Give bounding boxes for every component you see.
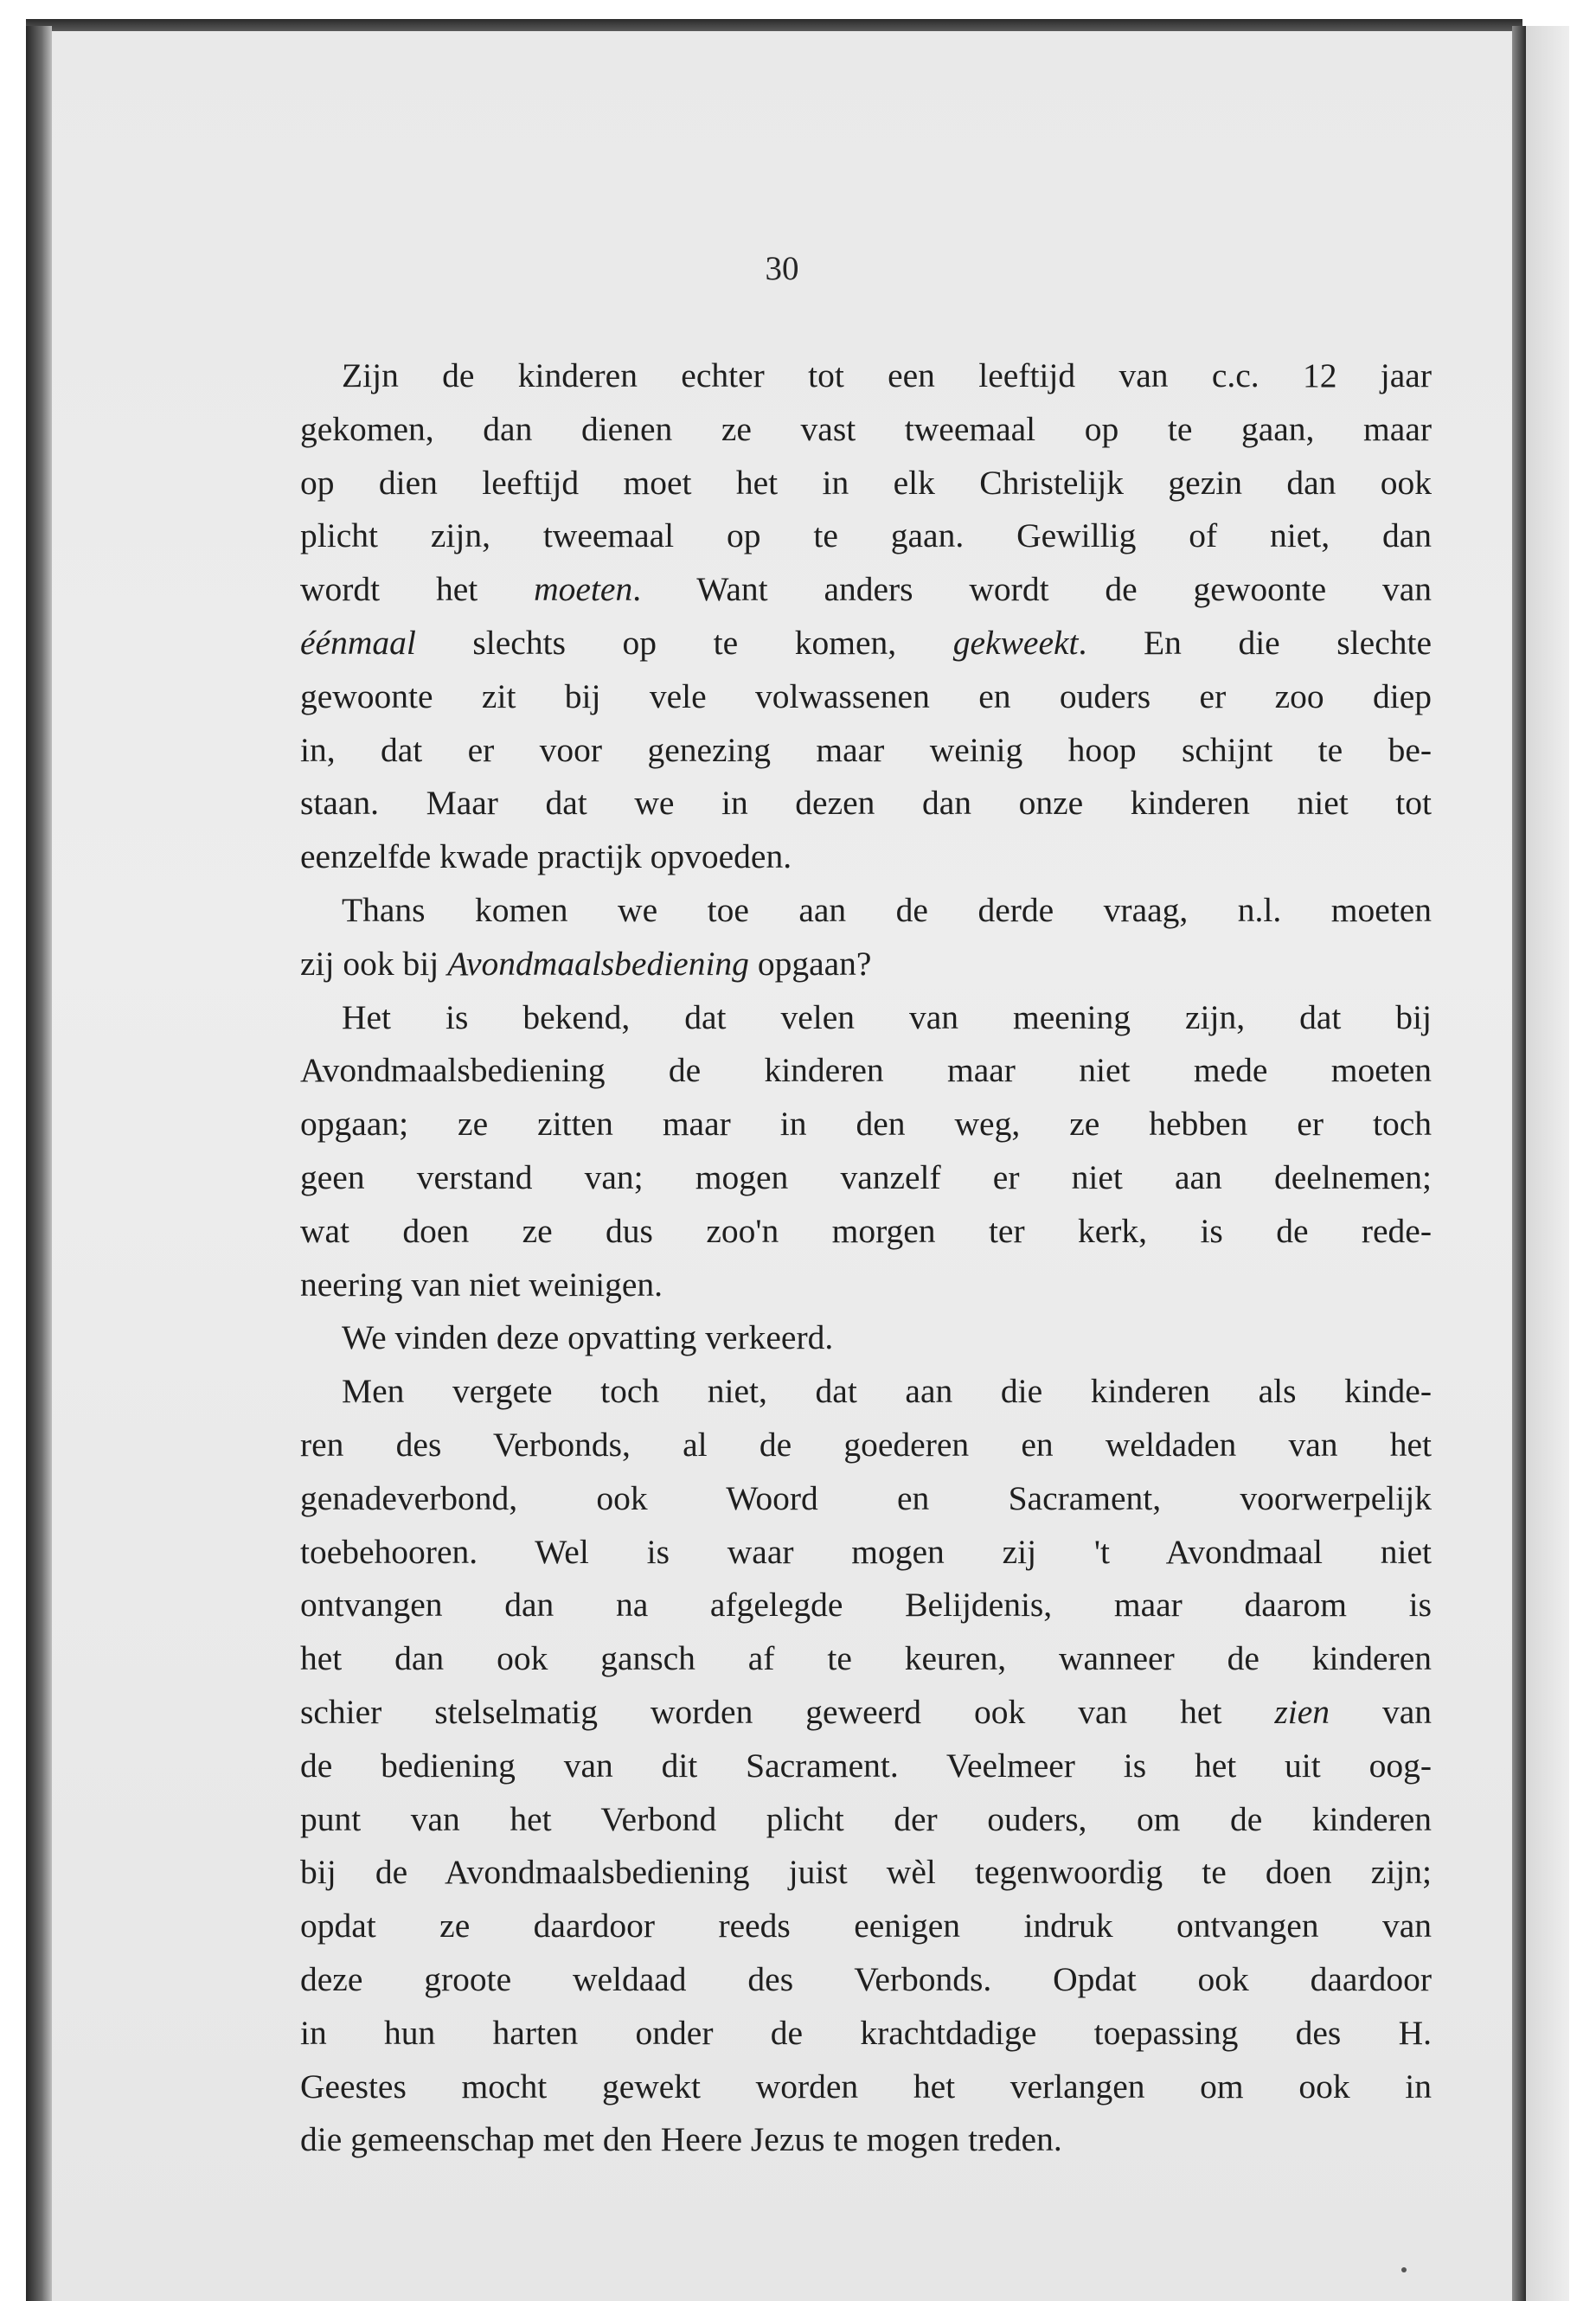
italic-word: éénmaal	[300, 623, 416, 662]
text-line	[300, 510, 1432, 563]
text-line	[300, 1311, 1432, 1365]
italic-word: gekweekt	[952, 623, 1079, 662]
paragraph	[300, 1365, 1432, 2167]
text-run: deze groote weldaad des Verbonds. Opdat ook daardoor	[300, 1959, 1432, 1998]
text-line	[300, 884, 1432, 938]
text-line	[300, 1419, 1432, 1472]
text-line	[300, 1632, 1432, 1686]
text-line	[300, 349, 1432, 403]
text-run: bij de Avondmaalsbediening juist wèl tegenwoordig te doen zijn;	[300, 1853, 1432, 1892]
text-line	[300, 1044, 1432, 1098]
text-line	[300, 1686, 1432, 1740]
text-run: op dien leeftijd moet het in elk Christelijk gezin dan ook	[300, 463, 1432, 502]
text-run: genadeverbond, ook Woord en Sacrament, voorwerpelijk	[300, 1478, 1432, 1517]
text-line	[300, 2007, 1432, 2061]
text-run: ontvangen dan na afgelegde Belijdenis, maar daarom is	[300, 1586, 1432, 1625]
text-line	[300, 1472, 1432, 1526]
text-run: Zijn de kinderen echter tot een leeftijd van c.c. 12 jaar	[342, 356, 1432, 394]
italic-word: moeten	[534, 570, 633, 609]
text-run: . En die slechte	[1078, 623, 1432, 662]
text-line	[300, 1900, 1432, 1953]
text-line	[300, 830, 1432, 884]
text-line	[300, 1846, 1432, 1900]
text-line	[300, 617, 1432, 670]
text-run: schier stelselmatig worden geweerd ook van het	[300, 1692, 1275, 1731]
text-line	[300, 457, 1432, 510]
text-run: van	[1330, 1692, 1432, 1731]
text-run: We vinden deze opvatting verkeerd.	[342, 1318, 834, 1357]
text-line	[300, 1740, 1432, 1793]
text-line	[300, 2061, 1432, 2114]
text-run: zij ook bij	[300, 944, 448, 983]
text-run: Het is bekend, dat velen van meening zijn, dat bij	[342, 997, 1432, 1036]
text-line	[300, 1953, 1432, 2007]
text-run: in, dat er voor genezing maar weinig hoop schijnt te be-	[300, 730, 1432, 769]
italic-word: zien	[1274, 1692, 1330, 1731]
text-run: Men vergete toch niet, dat aan die kinderen als kinde-	[342, 1372, 1432, 1411]
text-line	[300, 563, 1432, 617]
text-run: Avondmaalsbediening de kinderen maar niet mede moeten	[300, 1051, 1432, 1090]
text-line	[300, 991, 1432, 1045]
text-run: Geestes mocht gewekt worden het verlangen om ook in	[300, 2067, 1432, 2106]
page-top-shadow	[26, 19, 1522, 31]
text-line	[300, 1793, 1432, 1847]
text-line	[300, 1365, 1432, 1419]
text-run: staan. Maar dat we in dezen dan onze kinderen niet tot	[300, 784, 1432, 823]
page-paper	[52, 31, 1512, 2301]
page-right-shadow	[1512, 26, 1526, 2301]
paragraph	[300, 349, 1432, 884]
text-line	[300, 1579, 1432, 1632]
ink-speck	[1401, 2267, 1407, 2272]
text-line	[300, 2113, 1432, 2167]
text-line	[300, 724, 1432, 778]
text-run: . Want anders wordt de gewoonte van	[632, 570, 1432, 609]
text-line	[300, 403, 1432, 457]
text-line	[300, 1526, 1432, 1580]
page-number: 30	[765, 250, 799, 287]
adjacent-page-edge	[1526, 26, 1569, 2301]
body-text	[300, 349, 1432, 2167]
paragraph	[300, 884, 1432, 991]
text-run: neering van niet weinigen.	[300, 1265, 663, 1304]
italic-word: Avondmaalsbediening	[447, 944, 749, 983]
text-line	[300, 1151, 1432, 1205]
text-line	[300, 1259, 1432, 1312]
text-run: wordt het	[300, 570, 535, 609]
text-run: opdat ze daardoor reeds eenigen indruk ontvangen van	[300, 1907, 1432, 1945]
text-run: slechts op te komen,	[415, 623, 953, 662]
text-run: eenzelfde kwade practijk opvoeden.	[300, 837, 792, 876]
text-line	[300, 1098, 1432, 1151]
text-run: opgaan?	[748, 944, 872, 983]
text-run: ren des Verbonds, al de goederen en weldaden van het	[300, 1425, 1432, 1464]
text-run: plicht zijn, tweemaal op te gaan. Gewillig of niet, dan	[300, 516, 1432, 555]
text-run: gekomen, dan dienen ze vast tweemaal op te gaan, maar	[300, 409, 1432, 448]
text-run: die gemeenschap met den Heere Jezus te mogen treden.	[300, 2120, 1062, 2159]
text-run: de bediening van dit Sacrament. Veelmeer is het uit oog-	[300, 1746, 1432, 1785]
text-run: opgaan; ze zitten maar in den weg, ze hebben er toch	[300, 1105, 1432, 1144]
text-run: punt van het Verbond plicht der ouders, om de kinderen	[300, 1799, 1432, 1838]
text-run: gewoonte zit bij vele volwassenen en ouders er zoo diep	[300, 676, 1432, 715]
text-run: Thans komen we toe aan de derde vraag, n.l. moeten	[342, 890, 1432, 929]
text-run: in hun harten onder de krachtdadige toepassing des H.	[300, 2013, 1432, 2052]
paragraph	[300, 991, 1432, 1312]
book-spine-shadow	[26, 26, 52, 2301]
text-line	[300, 670, 1432, 724]
text-run: wat doen ze dus zoo'n morgen ter kerk, is de rede-	[300, 1211, 1432, 1250]
text-run: het dan ook gansch af te keuren, wanneer de kinderen	[300, 1639, 1432, 1678]
text-line	[300, 777, 1432, 830]
text-line	[300, 1205, 1432, 1259]
text-line	[300, 938, 1432, 991]
text-run: geen verstand van; mogen vanzelf er niet aan deelnemen;	[300, 1157, 1432, 1196]
paragraph	[300, 1311, 1432, 1365]
text-run: toebehooren. Wel is waar mogen zij 't Avondmaal niet	[300, 1532, 1432, 1571]
